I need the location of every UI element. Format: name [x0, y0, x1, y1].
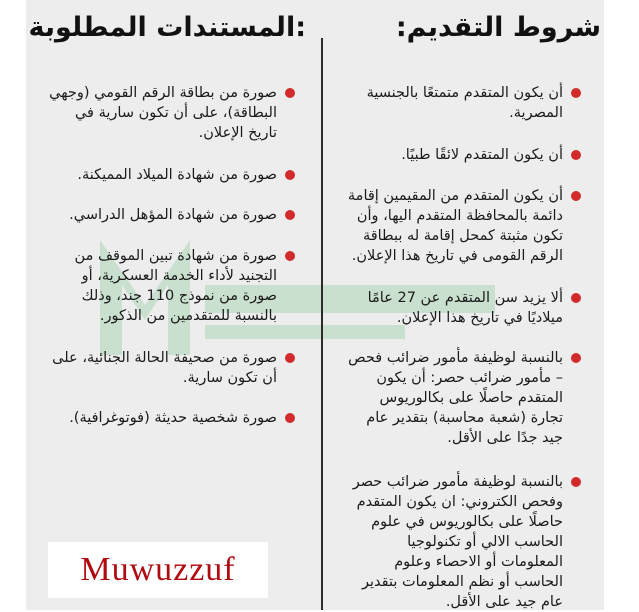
condition-item	[343, 348, 583, 448]
document-item	[45, 205, 297, 225]
document-text: صورة شخصية حديثة (فوتوغرافية).	[69, 410, 277, 426]
condition-item	[343, 472, 583, 612]
documents-heading: :المستندات المطلوبة	[28, 12, 306, 43]
condition-text: أن يكون المتقدم من المقيمين إقامة دائمة بالمحافظة المتقدم اليها، وأن تكون مثبتة كمحل إقامة له ببطاقة الرقم القومى في تاريخ هذا الإعلان.	[347, 188, 563, 264]
document-text: صورة من شهادة الميلاد المميكنة.	[77, 167, 277, 183]
brand-name: Muwuzzuf	[80, 551, 236, 588]
brand-logo	[48, 542, 268, 598]
bullet-icon	[285, 251, 295, 261]
document-item	[45, 83, 297, 143]
condition-text: أن يكون المتقدم لائقًا طبيًا.	[401, 147, 563, 163]
document-item	[45, 246, 297, 326]
bullet-icon	[285, 88, 295, 98]
document-text: صورة من شهادة المؤهل الدراسي.	[69, 207, 277, 223]
column-divider	[321, 38, 323, 610]
document-text: صورة من بطاقة الرقم القومي (وجهي البطاقة)، على أن تكون سارية في تاريخ الإعلان.	[49, 85, 277, 141]
document-item	[45, 348, 297, 388]
bullet-icon	[571, 293, 581, 303]
condition-text: بالنسبة لوظيفة مأمور ضرائب فحص – مأمور ضرائب حصر: أن يكون المتقدم حاصلًا على بكالوريوس تجارة (شعبة محاسبة) بتقدير عام جيد جدًا على الأقل.	[348, 350, 563, 446]
bullet-icon	[285, 210, 295, 220]
condition-text: ألا يزيد سن المتقدم عن 27 عامًا ميلاديًا في تاريخ هذا الإعلان.	[367, 290, 563, 326]
condition-text: بالنسبة لوظيفة مأمور ضرائب حصر وفحص الكتروني: ان يكون المتقدم حاصلًا على بكالوريوس في علوم الحاسب الالي أو تكنولوجيا المعلومات أو الاحصاء وعلوم الحاسب أو نظم المعلومات بتقدير عام جيد على الأقل.	[352, 474, 563, 610]
condition-text: أن يكون المتقدم متمتعًا بالجنسية المصرية.	[366, 85, 563, 121]
document-text: صورة من شهادة تبين الموقف من التجنيد لأداء الخدمة العسكرية، أو صورة من نموذج 110 جند، وذلك بالنسبة للمتقدمين من الذكور.	[74, 248, 277, 324]
document-item	[45, 165, 297, 185]
bullet-icon	[571, 477, 581, 487]
document-item	[45, 408, 297, 428]
bullet-icon	[571, 88, 581, 98]
condition-item	[343, 83, 583, 123]
bullet-icon	[571, 191, 581, 201]
condition-item	[343, 186, 583, 266]
bullet-icon	[571, 150, 581, 160]
bullet-icon	[285, 353, 295, 363]
bullet-icon	[571, 353, 581, 363]
conditions-heading: شروط التقديم:	[395, 12, 601, 43]
document-text: صورة من صحيفة الحالة الجنائية، على أن تكون سارية.	[52, 350, 277, 386]
condition-item	[343, 145, 583, 165]
bullet-icon	[285, 413, 295, 423]
bullet-icon	[285, 170, 295, 180]
condition-item	[343, 288, 583, 328]
